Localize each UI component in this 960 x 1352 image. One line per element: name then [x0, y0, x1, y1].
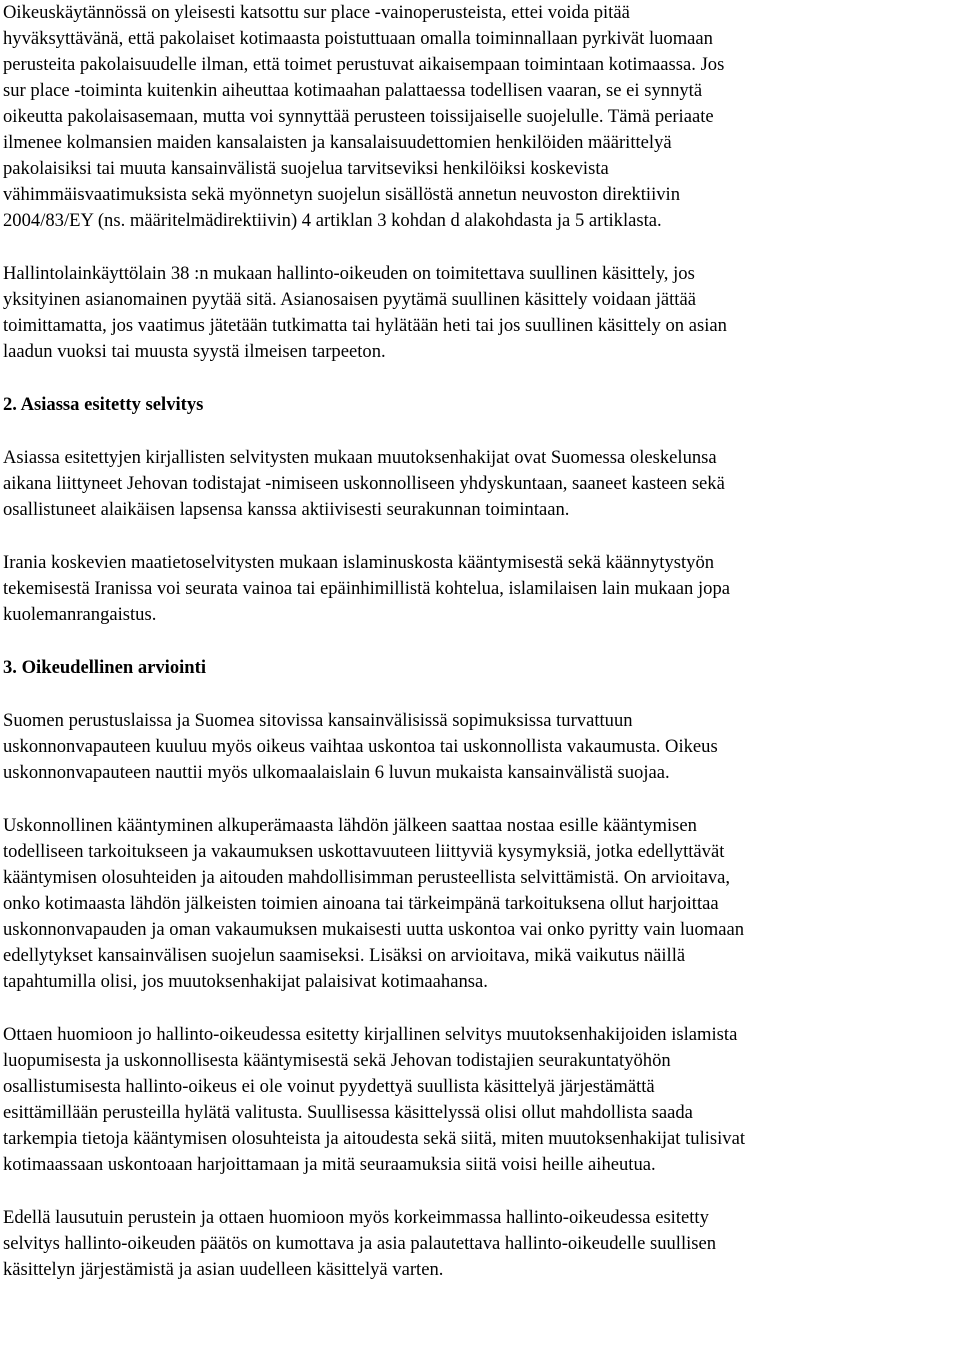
text-line: Uskonnollinen kääntyminen alkuperämaasta lähdön jälkeen saattaa nostaa esille kääntymisen — [3, 815, 697, 836]
text-line: pakolaisiksi tai muuta kansainvälistä suojelua tarvitseviksi henkilöiksi koskevista — [3, 158, 609, 179]
text-line: 2004/83/EY (ns. määritelmädirektiivin) 4 artiklan 3 kohdan d alakohdasta ja 5 artiklasta. — [3, 210, 662, 231]
text-line: vähimmäisvaatimuksista sekä myönnetyn suojelun sisällöstä annetun neuvoston direktiivin — [3, 184, 681, 205]
paragraph-conversion — [3, 813, 957, 995]
paragraph-gap — [3, 628, 957, 655]
paragraph-gap — [3, 523, 957, 550]
text-line: tarkempia tietoja kääntymisen olosuhteista ja aitoudesta sekä siitä, miten muutoksenhakijat tulisivat — [3, 1128, 746, 1149]
paragraph-gap — [3, 418, 957, 445]
text-line: aikana liittyneet Jehovan todistajat -nimiseen uskonnolliseen yhdyskuntaan, saaneet kasteen sekä — [3, 473, 725, 494]
paragraph-gap — [3, 681, 957, 708]
paragraph-sur-place — [3, 0, 957, 234]
text-line: osallistuneet alaikäisen lapsensa kanssa aktiivisesti seurakunnan toimintaan. — [3, 499, 570, 520]
paragraph-court-assessment — [3, 1022, 957, 1178]
text-line: Oikeuskäytännössä on yleisesti katsottu sur place -vainoperusteista, ettei voida pitää — [3, 2, 630, 23]
paragraph-gap — [3, 995, 957, 1022]
text-line: yksityinen asianomainen pyytää sitä. Asianosaisen pyytämä suullinen käsittely voidaan jättää — [3, 289, 696, 310]
text-line: uskonnonvapauteen kuuluu myös oikeus vaihtaa uskontoa tai uskonnollista vakaumusta. Oikeus — [3, 736, 718, 757]
text-line: ilmenee kolmansien maiden kansalaisten ja kansalaisuudettomien henkilöiden määrittelyä — [3, 132, 672, 153]
text-line: Hallintolainkäyttölain 38 :n mukaan hallinto-oikeuden on toimitettava suullinen käsittely, jos — [3, 263, 695, 284]
paragraph-gap — [3, 365, 957, 392]
text-line: esittämillään perusteilla hylätä valitusta. Suullisessa käsittelyssä olisi ollut mahdollista saada — [3, 1102, 693, 1123]
text-line: toimittamatta, jos vaatimus jätetään tutkimatta tai hylätään heti tai jos suullinen käsittely on asian — [3, 315, 727, 336]
text-line: Ottaen huomioon jo hallinto-oikeudessa esitetty kirjallinen selvitys muutoksenhakijoiden islamista — [3, 1024, 738, 1045]
text-line: edellytykset kansainvälisen suojelun saamiseksi. Lisäksi on arvioitava, mikä vaikutus näillä — [3, 945, 686, 966]
section-heading-2: 2. Asiassa esitetty selvitys — [3, 394, 204, 415]
paragraph-religious-freedom — [3, 708, 957, 786]
paragraph-written-evidence — [3, 445, 957, 523]
paragraph-oral-hearing — [3, 261, 957, 365]
text-line: luopumisesta ja uskonnollisesta kääntymisestä sekä Jehovan todistajien seurakuntatyöhön — [3, 1050, 671, 1071]
text-line: käsittelyn järjestämistä ja asian uudelleen käsittelyä varten. — [3, 1259, 444, 1280]
document-page — [3, 0, 957, 1283]
text-line: Edellä lausutuin perustein ja ottaen huomioon myös korkeimmassa hallinto-oikeudessa esitetty — [3, 1207, 709, 1228]
text-line: Suomen perustuslaissa ja Suomea sitovissa kansainvälisissä sopimuksissa turvattuun — [3, 710, 633, 731]
text-line: Irania koskevien maatietoselvitysten mukaan islaminuskosta kääntymisestä sekä käännytystyön — [3, 552, 715, 573]
text-line: uskonnonvapauden ja oman vakaumuksen mukaisesti uutta uskontoa vai onko pyritty vain luomaan — [3, 919, 745, 940]
text-line: hyväksyttävänä, että pakolaiset kotimaasta poistuttuaan omalla toiminnallaan pyrkivät luomaan — [3, 28, 713, 49]
section-heading-3: 3. Oikeudellinen arviointi — [3, 657, 207, 678]
paragraph-gap — [3, 786, 957, 813]
text-line: oikeutta pakolaisasemaan, mutta voi synnyttää perusteen toissijaiselle suojelulle. Tämä periaate — [3, 106, 714, 127]
text-line: sur place -toiminta kuitenkin aiheuttaa kotimaahan palattaessa todellisen vaaran, se ei synnytä — [3, 80, 703, 101]
text-line: uskonnonvapauteen nauttii myös ulkomaalaislain 6 luvun mukaista kansainvälistä suojaa. — [3, 762, 670, 783]
text-line: kotimaassaan uskontoaan harjoittamaan ja mitä seuraamuksia siitä voisi heille aiheutua. — [3, 1154, 656, 1175]
paragraph-conclusion — [3, 1205, 957, 1283]
text-line: osallistumisesta hallinto-oikeus ei ole voinut pyydettyä suullista käsittelyä järjestämättä — [3, 1076, 655, 1097]
text-line: tekemisestä Iranissa voi seurata vainoa tai epäinhimillistä kohtelua, islamilaisen lain mukaan jopa — [3, 578, 731, 599]
text-line: laadun vuoksi tai muusta syystä ilmeisen tarpeeton. — [3, 341, 386, 362]
text-line: kuolemanrangaistus. — [3, 604, 157, 625]
text-line: tapahtumilla olisi, jos muutoksenhakijat palaisivat kotimaahansa. — [3, 971, 488, 992]
text-line: todelliseen tarkoitukseen ja vakaumuksen uskottavuuteen liittyviä kysymyksiä, jotka edellyttävät — [3, 841, 725, 862]
paragraph-gap — [3, 234, 957, 261]
paragraph-country-info — [3, 550, 957, 628]
text-line: kääntymisen olosuhteiden ja aitouden mahdollisimman perusteellista selvittämistä. On arvioitava, — [3, 867, 731, 888]
text-line: selvitys hallinto-oikeuden päätös on kumottava ja asia palautettava hallinto-oikeudelle suullisen — [3, 1233, 717, 1254]
paragraph-gap — [3, 1178, 957, 1205]
text-line: perusteita pakolaisuudelle ilman, että toimet perustuvat aikaisempaan toimintaan kotimaassa. Jos — [3, 54, 725, 75]
text-line: Asiassa esitettyjen kirjallisten selvitysten mukaan muutoksenhakijat ovat Suomessa oleskelunsa — [3, 447, 717, 468]
text-line: onko kotimaasta lähdön jälkeisten toimien ainoana tai tärkeimpänä tarkoituksena ollut harjoittaa — [3, 893, 719, 914]
